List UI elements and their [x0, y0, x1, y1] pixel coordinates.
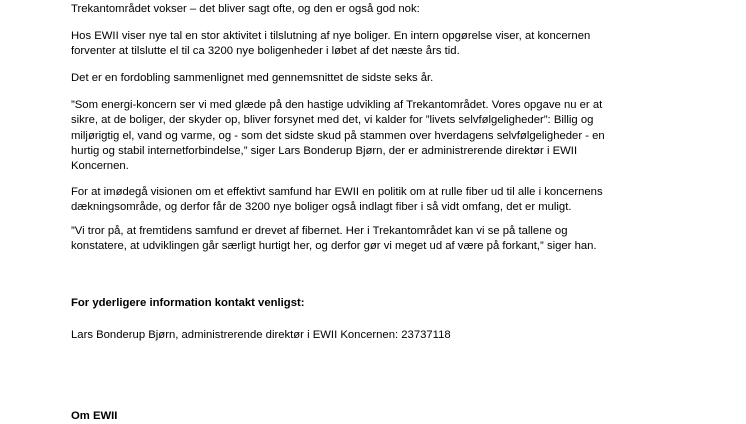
paragraph-fiber-policy: For at imødegå visionen om et effektivt samfund har EWII en politik om at rulle fiber ud til alle i koncernens dækningsområde, og derfor får de 3200 nye boliger også indlagt fiber i så vidt omfang, det er muligt. [71, 186, 603, 214]
paragraph-doubling: Det er en fordobling sammenlignet med gennemsnittet de sidste seks år. [71, 72, 434, 84]
paragraph-intro: Trekantområdet vokser – det bliver sagt ofte, og den er også god nok: [71, 3, 420, 15]
contact-line: Lars Bonderup Bjørn, administrerende direktør i EWII Koncernen: 23737118 [71, 329, 451, 341]
about-heading: Om EWII [71, 410, 118, 422]
paragraph-new-figures: Hos EWII viser nye tal en stor aktivitet i tilslutning af nye boliger. En intern opgørelse viser, at koncernen forventer at tilslutte el til ca 3200 nye boligenheder i løbet af det næste års tid. [71, 30, 591, 58]
paragraph-ceo-quote: ”Som energi-koncern ser vi med glæde på den hastige udvikling af Trekantområdet. Vores opgave nu er at sikre, at de boliger, der skyder op, bliver forsynet med det, vi kalder for ”livets selvfølgeligheder”: Billig og miljørigtig el, vand og varme, og - som det sidste skud på stammen over hverdagens selvfølgeligheder - en hurtig og stabil internetforbindelse,” siger Lars Bonderup Bjørn, der er administrerende direktør i EWII Koncernen. [71, 99, 605, 173]
paragraph-fiber-quote: ”Vi tror på, at fremtidens samfund er drevet af fibernet. Her i Trekantområdet kan vi se på tallene og konstatere, at udviklingen går særligt hurtigt her, og derfor gør vi meget ud af være på forkant,” siger han. [71, 225, 597, 253]
contact-heading: For yderligere information kontakt venligst: [71, 297, 305, 309]
